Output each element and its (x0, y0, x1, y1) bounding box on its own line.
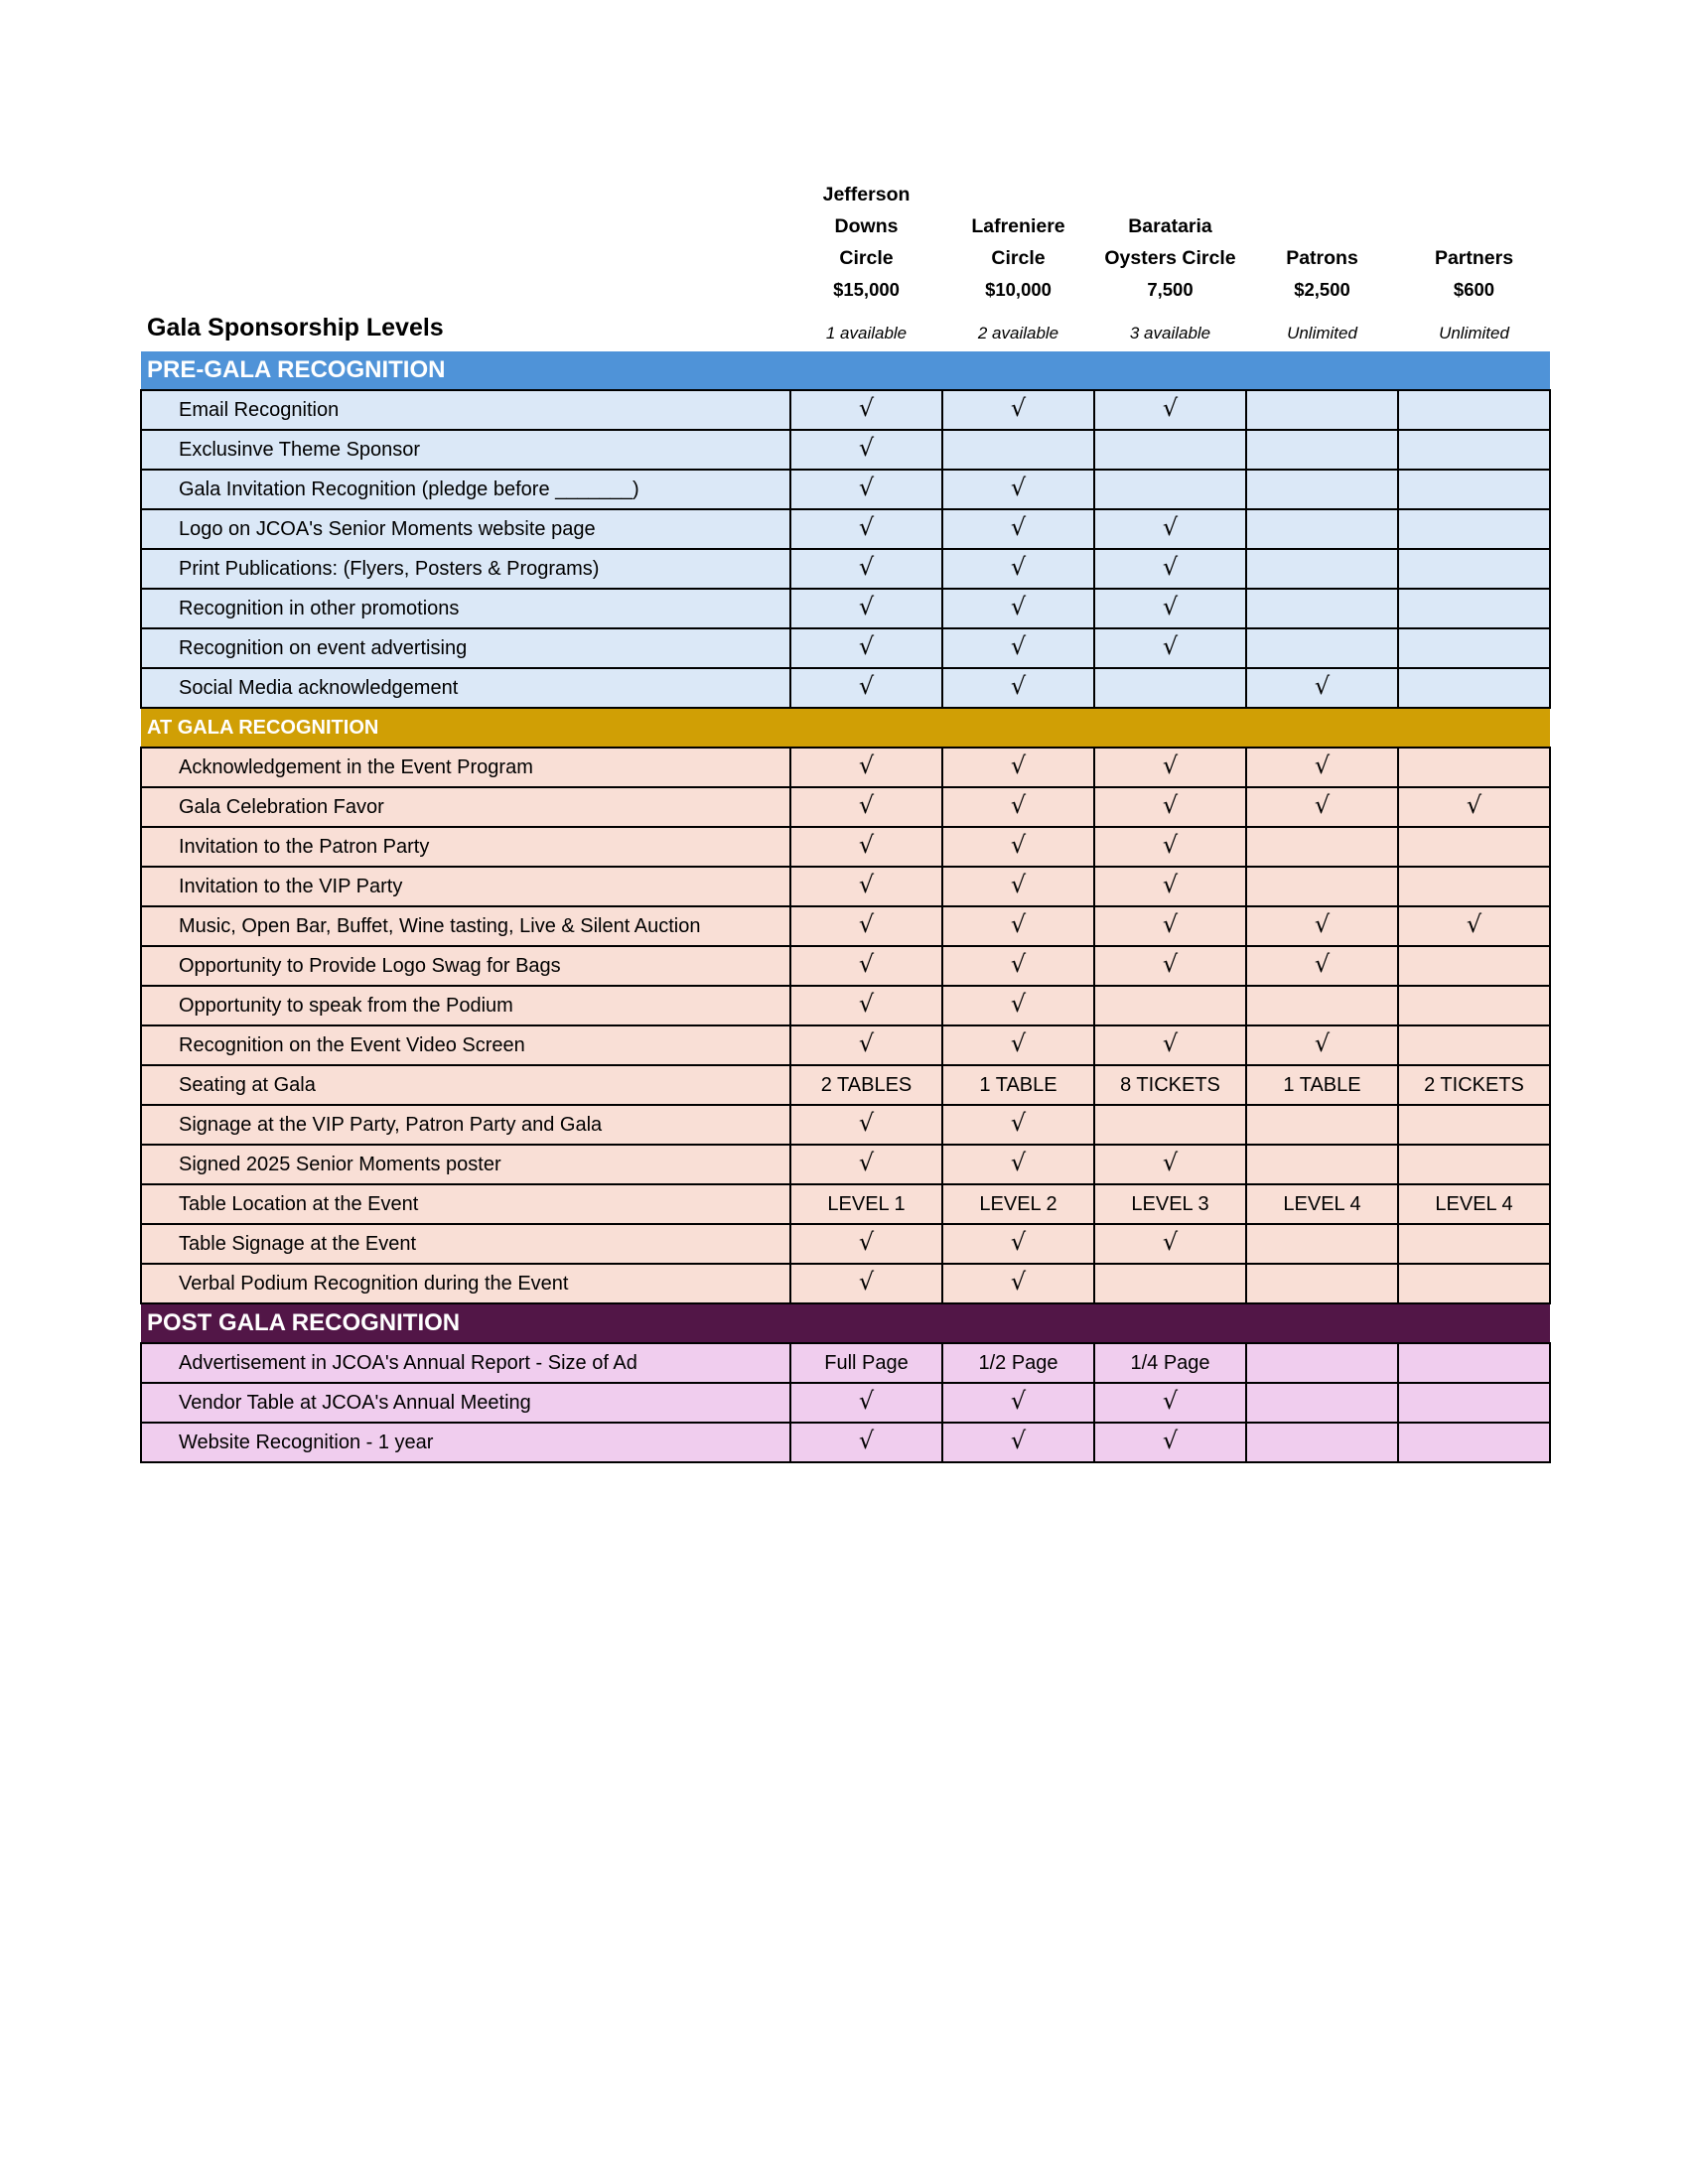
tier-cell (1094, 430, 1246, 470)
tier-cell (1246, 906, 1398, 946)
check-mark-icon: √ (1010, 394, 1027, 422)
tier-cell (1398, 1383, 1550, 1423)
tier-cell (1398, 628, 1550, 668)
benefit-row (141, 668, 1550, 708)
tier-cell: 1/2 Page (942, 1343, 1094, 1383)
check-mark-icon: √ (1162, 910, 1179, 938)
tier-cell (942, 1105, 1094, 1145)
tier-cell (942, 628, 1094, 668)
benefit-label: Table Signage at the Event (141, 1224, 790, 1264)
tier-cell (1094, 668, 1246, 708)
tier-cell: Full Page (790, 1343, 942, 1383)
check-mark-icon: √ (858, 831, 875, 859)
tier-cell (1398, 1423, 1550, 1462)
benefit-label: Social Media acknowledgement (141, 668, 790, 708)
tier-cell (942, 589, 1094, 628)
tier-cell (790, 1025, 942, 1065)
check-mark-icon: √ (858, 990, 875, 1018)
benefit-row (141, 787, 1550, 827)
benefit-label: Website Recognition - 1 year (141, 1423, 790, 1462)
tier-price: $10,000 (985, 279, 1052, 300)
check-mark-icon: √ (1010, 1109, 1027, 1137)
tier-cell (1246, 1423, 1398, 1462)
tier-cell (1398, 509, 1550, 549)
benefit-label: Recognition in other promotions (141, 589, 790, 628)
tier-cell (1094, 628, 1246, 668)
header-spacer (141, 139, 790, 274)
tier-cell (1398, 430, 1550, 470)
tier-cell (1246, 1264, 1398, 1303)
tier-cell (1094, 1025, 1246, 1065)
tier-cell (790, 1224, 942, 1264)
tier-cell (942, 1383, 1094, 1423)
benefit-label: Print Publications: (Flyers, Posters & Programs) (141, 549, 790, 589)
tier-cell (790, 628, 942, 668)
tier-cell (790, 867, 942, 906)
check-mark-icon: √ (858, 910, 875, 938)
tier-cell (1398, 1343, 1550, 1383)
tier-cell (790, 668, 942, 708)
tier-name-line: Barataria (1128, 215, 1212, 237)
tier-cell (942, 867, 1094, 906)
tier-cell (1094, 1145, 1246, 1184)
benefit-row (141, 986, 1550, 1025)
tier-cell (1398, 1145, 1550, 1184)
tier-cell (1094, 946, 1246, 986)
tier-cell (1398, 946, 1550, 986)
check-mark-icon: √ (1010, 871, 1027, 898)
check-mark-icon: √ (1010, 950, 1027, 978)
benefit-row (141, 430, 1550, 470)
tier-cell (1398, 827, 1550, 867)
check-mark-icon: √ (1314, 910, 1331, 938)
benefit-label: Acknowledgement in the Event Program (141, 748, 790, 787)
tier-cell (1246, 509, 1398, 549)
tier-cell (790, 1383, 942, 1423)
tier-cell (790, 748, 942, 787)
check-mark-icon: √ (1010, 990, 1027, 1018)
check-mark-icon: √ (1010, 474, 1027, 501)
check-mark-icon: √ (1314, 791, 1331, 819)
check-mark-icon: √ (858, 394, 875, 422)
tier-cell (1246, 628, 1398, 668)
tier-name-line: Patrons (1286, 247, 1358, 269)
check-mark-icon: √ (1162, 1427, 1179, 1454)
tier-cell (942, 946, 1094, 986)
tier-cell (1246, 1343, 1398, 1383)
check-mark-icon: √ (1314, 751, 1331, 779)
tier-cell (1094, 589, 1246, 628)
benefit-row (141, 470, 1550, 509)
tier-availability: Unlimited (1287, 324, 1357, 342)
tier-cell (1398, 549, 1550, 589)
tier-cell: LEVEL 4 (1246, 1184, 1398, 1224)
tier-cell (1398, 668, 1550, 708)
tier-availability: 2 available (977, 324, 1059, 342)
check-mark-icon: √ (858, 632, 875, 660)
tier-cell (790, 946, 942, 986)
tier-cell (1398, 1224, 1550, 1264)
tier-cell (1094, 906, 1246, 946)
check-mark-icon: √ (1162, 1029, 1179, 1057)
benefit-label: Signed 2025 Senior Moments poster (141, 1145, 790, 1184)
tier-cell (1094, 1105, 1246, 1145)
tier-cell (1246, 668, 1398, 708)
benefit-row (141, 946, 1550, 986)
tier-cell (942, 1224, 1094, 1264)
tier-cell: 2 TICKETS (1398, 1065, 1550, 1105)
tier-cell: 2 TABLES (790, 1065, 942, 1105)
check-mark-icon: √ (1010, 1149, 1027, 1176)
tier-cell (942, 1145, 1094, 1184)
tier-cell (942, 430, 1094, 470)
check-mark-icon: √ (858, 1109, 875, 1137)
tier-cell (790, 787, 942, 827)
check-mark-icon: √ (1162, 394, 1179, 422)
tier-cell: 1 TABLE (1246, 1065, 1398, 1105)
tier-cell (942, 509, 1094, 549)
check-mark-icon: √ (858, 1268, 875, 1296)
benefit-label: Opportunity to Provide Logo Swag for Bags (141, 946, 790, 986)
tier-cell (1094, 748, 1246, 787)
benefit-label: Advertisement in JCOA's Annual Report - Size of Ad (141, 1343, 790, 1383)
check-mark-icon: √ (1162, 513, 1179, 541)
page-title: Gala Sponsorship Levels (147, 313, 444, 341)
tier-cell (1246, 430, 1398, 470)
benefit-label: Opportunity to speak from the Podium (141, 986, 790, 1025)
benefit-label: Logo on JCOA's Senior Moments website page (141, 509, 790, 549)
check-mark-icon: √ (858, 1228, 875, 1256)
tier-cell (1246, 827, 1398, 867)
check-mark-icon: √ (858, 1149, 875, 1176)
benefit-label: Signage at the VIP Party, Patron Party and Gala (141, 1105, 790, 1145)
tier-cell (1398, 748, 1550, 787)
tier-cell (1246, 748, 1398, 787)
tier-name-line: Circle (991, 247, 1046, 269)
tier-cell (942, 906, 1094, 946)
tier-cell (1398, 1264, 1550, 1303)
tier-cell (942, 470, 1094, 509)
benefit-row (141, 1145, 1550, 1184)
benefit-label: Table Location at the Event (141, 1184, 790, 1224)
tier-cell (1398, 1025, 1550, 1065)
benefit-row (141, 390, 1550, 430)
check-mark-icon: √ (858, 553, 875, 581)
tier-cell (1246, 1105, 1398, 1145)
tier-cell (1398, 390, 1550, 430)
check-mark-icon: √ (858, 593, 875, 620)
tier-name (1246, 139, 1398, 274)
tier-cell (790, 906, 942, 946)
tier-cell (1398, 986, 1550, 1025)
check-mark-icon: √ (858, 1387, 875, 1415)
tier-cell (942, 827, 1094, 867)
tier-availability: 1 available (825, 324, 908, 342)
check-mark-icon: √ (1162, 751, 1179, 779)
check-mark-icon: √ (858, 751, 875, 779)
check-mark-icon: √ (1162, 791, 1179, 819)
benefit-label: Email Recognition (141, 390, 790, 430)
tier-cell (1246, 1025, 1398, 1065)
tier-cell (790, 1423, 942, 1462)
check-mark-icon: √ (858, 672, 875, 700)
tier-cell (942, 668, 1094, 708)
tier-cell (1398, 470, 1550, 509)
benefit-row (141, 906, 1550, 946)
tier-name-line: Jefferson (822, 184, 911, 205)
tier-cell (790, 827, 942, 867)
tier-name-line: Lafreniere (971, 215, 1065, 237)
tier-name-row (141, 139, 1550, 274)
tier-cell (942, 986, 1094, 1025)
benefit-label: Recognition on the Event Video Screen (141, 1025, 790, 1065)
check-mark-icon: √ (1010, 751, 1027, 779)
tier-cell (1398, 867, 1550, 906)
benefit-label: Exclusinve Theme Sponsor (141, 430, 790, 470)
benefit-label: Invitation to the VIP Party (141, 867, 790, 906)
benefit-row (141, 867, 1550, 906)
section-header-at (141, 708, 1550, 748)
benefit-label: Seating at Gala (141, 1065, 790, 1105)
benefit-row (141, 1105, 1550, 1145)
tier-cell (1094, 1264, 1246, 1303)
tier-cell (1094, 986, 1246, 1025)
section-header-post (141, 1303, 1550, 1343)
tier-name (1398, 139, 1550, 274)
benefit-row (141, 1383, 1550, 1423)
sponsorship-table-body (141, 139, 1550, 1462)
benefit-label: Invitation to the Patron Party (141, 827, 790, 867)
check-mark-icon: √ (1010, 672, 1027, 700)
check-mark-icon: √ (1010, 1228, 1027, 1256)
sponsorship-table (140, 139, 1551, 1463)
tier-cell (1246, 867, 1398, 906)
tier-name-line: Oysters Circle (1104, 247, 1236, 269)
tier-cell (1094, 509, 1246, 549)
benefit-label: Recognition on event advertising (141, 628, 790, 668)
tier-cell (1094, 549, 1246, 589)
tier-cell (942, 390, 1094, 430)
benefit-row (141, 509, 1550, 549)
tier-cell (790, 509, 942, 549)
tier-cell: LEVEL 2 (942, 1184, 1094, 1224)
tier-cell (1398, 589, 1550, 628)
tier-cell: 8 TICKETS (1094, 1065, 1246, 1105)
check-mark-icon: √ (1314, 672, 1331, 700)
benefit-label: Music, Open Bar, Buffet, Wine tasting, Live & Silent Auction (141, 906, 790, 946)
tier-cell (1246, 549, 1398, 589)
tier-price: $600 (1453, 279, 1495, 300)
tier-cell (1246, 390, 1398, 430)
check-mark-icon: √ (1010, 1268, 1027, 1296)
tier-price-row (141, 274, 1550, 306)
benefit-row (141, 827, 1550, 867)
check-mark-icon: √ (1010, 513, 1027, 541)
header-spacer (141, 274, 790, 306)
section-title: POST GALA RECOGNITION (141, 1303, 1550, 1343)
tier-cell: LEVEL 4 (1398, 1184, 1550, 1224)
tier-cell (942, 787, 1094, 827)
tier-cell (942, 748, 1094, 787)
tier-cell (790, 390, 942, 430)
benefit-row (141, 1423, 1550, 1462)
benefit-label: Gala Celebration Favor (141, 787, 790, 827)
tier-cell (1094, 1224, 1246, 1264)
tier-name-line: Partners (1434, 247, 1514, 269)
tier-cell: 1/4 Page (1094, 1343, 1246, 1383)
tier-cell (1094, 470, 1246, 509)
benefit-label: Vendor Table at JCOA's Annual Meeting (141, 1383, 790, 1423)
check-mark-icon: √ (1162, 1387, 1179, 1415)
tier-cell (1094, 867, 1246, 906)
check-mark-icon: √ (1314, 1029, 1331, 1057)
tier-price: $2,500 (1294, 279, 1350, 300)
check-mark-icon: √ (1010, 1387, 1027, 1415)
check-mark-icon: √ (1010, 1029, 1027, 1057)
tier-cell (1246, 787, 1398, 827)
tier-cell (790, 549, 942, 589)
tier-cell (1246, 986, 1398, 1025)
tier-cell (790, 1105, 942, 1145)
check-mark-icon: √ (1162, 1228, 1179, 1256)
check-mark-icon: √ (1162, 1149, 1179, 1176)
benefit-row (141, 1025, 1550, 1065)
check-mark-icon: √ (1010, 831, 1027, 859)
section-title: AT GALA RECOGNITION (141, 708, 1550, 748)
tier-name-line: Downs (834, 215, 899, 237)
check-mark-icon: √ (858, 474, 875, 501)
tier-cell (1246, 1383, 1398, 1423)
benefit-row (141, 748, 1550, 787)
check-mark-icon: √ (858, 871, 875, 898)
tier-name (942, 139, 1094, 274)
tier-cell (1246, 1224, 1398, 1264)
check-mark-icon: √ (1010, 593, 1027, 620)
benefit-row (141, 1184, 1550, 1224)
check-mark-icon: √ (858, 1427, 875, 1454)
tier-name (1094, 139, 1246, 274)
tier-cell (1398, 1105, 1550, 1145)
check-mark-icon: √ (1010, 1427, 1027, 1454)
tier-cell (1094, 787, 1246, 827)
tier-price: $15,000 (833, 279, 900, 300)
check-mark-icon: √ (1162, 632, 1179, 660)
check-mark-icon: √ (858, 1029, 875, 1057)
check-mark-icon: √ (858, 791, 875, 819)
tier-cell: 1 TABLE (942, 1065, 1094, 1105)
tier-availability-row (141, 306, 1550, 351)
benefit-row (141, 1343, 1550, 1383)
check-mark-icon: √ (1010, 632, 1027, 660)
tier-cell (1246, 946, 1398, 986)
tier-name (790, 139, 942, 274)
tier-cell (1094, 390, 1246, 430)
check-mark-icon: √ (858, 513, 875, 541)
tier-cell (1398, 906, 1550, 946)
tier-cell (790, 470, 942, 509)
check-mark-icon: √ (858, 434, 875, 462)
tier-cell (942, 1025, 1094, 1065)
benefit-label: Gala Invitation Recognition (pledge before _______) (141, 470, 790, 509)
benefit-row (141, 549, 1550, 589)
tier-cell (1094, 1423, 1246, 1462)
tier-price: 7,500 (1147, 279, 1194, 300)
benefit-row (141, 1264, 1550, 1303)
tier-cell (790, 1264, 942, 1303)
tier-cell (790, 1145, 942, 1184)
check-mark-icon: √ (1162, 950, 1179, 978)
check-mark-icon: √ (1162, 593, 1179, 620)
tier-cell (1246, 470, 1398, 509)
check-mark-icon: √ (1162, 831, 1179, 859)
check-mark-icon: √ (1010, 910, 1027, 938)
tier-cell: LEVEL 1 (790, 1184, 942, 1224)
section-title: PRE-GALA RECOGNITION (141, 351, 1550, 390)
tier-cell (942, 549, 1094, 589)
check-mark-icon: √ (1466, 910, 1482, 938)
tier-cell (1398, 787, 1550, 827)
check-mark-icon: √ (1010, 553, 1027, 581)
benefit-row (141, 628, 1550, 668)
tier-cell (1094, 1383, 1246, 1423)
check-mark-icon: √ (1162, 871, 1179, 898)
tier-cell (1246, 1145, 1398, 1184)
check-mark-icon: √ (1162, 553, 1179, 581)
check-mark-icon: √ (1314, 950, 1331, 978)
tier-cell (790, 430, 942, 470)
section-header-pre (141, 351, 1550, 390)
tier-availability: Unlimited (1439, 324, 1509, 342)
tier-cell (1094, 827, 1246, 867)
tier-cell (790, 986, 942, 1025)
benefit-label: Verbal Podium Recognition during the Event (141, 1264, 790, 1303)
benefit-row (141, 1065, 1550, 1105)
tier-cell: LEVEL 3 (1094, 1184, 1246, 1224)
check-mark-icon: √ (1466, 791, 1482, 819)
tier-cell (942, 1264, 1094, 1303)
tier-cell (790, 589, 942, 628)
tier-cell (1246, 589, 1398, 628)
check-mark-icon: √ (1010, 791, 1027, 819)
tier-name-line: Circle (839, 247, 894, 269)
benefit-row (141, 1224, 1550, 1264)
tier-cell (942, 1423, 1094, 1462)
tier-availability: 3 available (1129, 324, 1211, 342)
check-mark-icon: √ (858, 950, 875, 978)
benefit-row (141, 589, 1550, 628)
